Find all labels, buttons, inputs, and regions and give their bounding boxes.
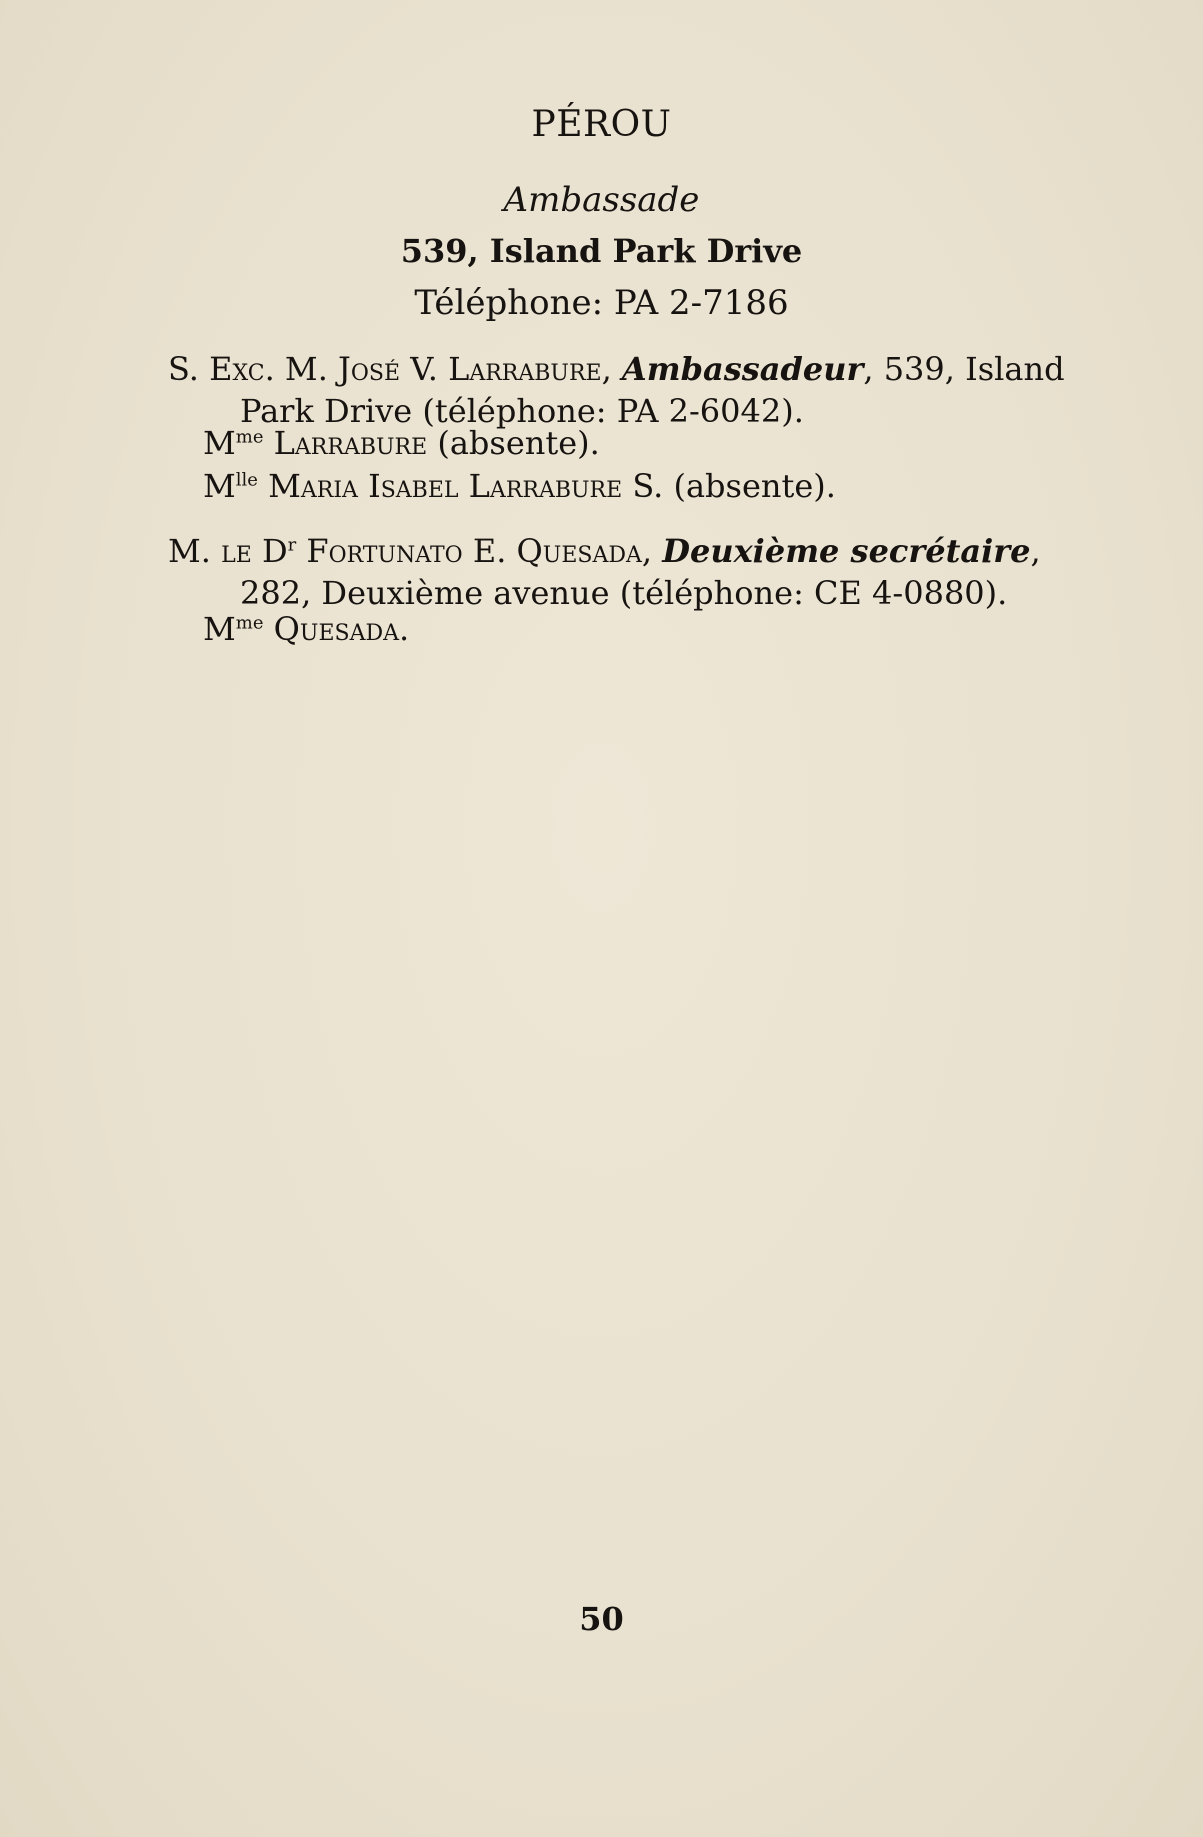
ambassador-prefix: S. Exc. M. José V. [168, 350, 449, 388]
family-member-2: $M^{lle}$ Maria Isabel Larrabure S. (absente). [203, 467, 836, 505]
secretary-prefix: M. le D [168, 532, 288, 570]
ambassador-details: , 539, Island Park Drive (téléphone: PA 2-6042). [240, 350, 1065, 430]
ambassador-title: Ambassadeur [621, 350, 864, 388]
family-member-3: $M^{me}$ Quesada. [203, 610, 410, 648]
ambassador-surname: Larrabure [448, 350, 602, 388]
embassy-address: 539, Island Park Drive [400, 232, 803, 270]
secretary-prefix-sup: r [287, 534, 297, 556]
embassy-label: Ambassade [503, 180, 700, 220]
embassy-phone: Téléphone: PA 2-7186 [414, 283, 789, 323]
page-number: 50 [579, 1600, 624, 1638]
secretary-title: Deuxième secrétaire [662, 532, 1031, 570]
ambassador-entry [168, 348, 1078, 432]
ambassador-sep: , [601, 350, 622, 388]
secretary-name: Fortunato E. Quesada [296, 532, 642, 570]
family-member-1: $M^{me}$ Larrabure (absente). [203, 424, 600, 462]
secretary-sep: , [641, 532, 663, 570]
secretary-entry [168, 530, 1078, 614]
secretary-details: , 282, Deuxième avenue (téléphone: CE 4-0880). [240, 532, 1041, 612]
country-heading: PÉROU [531, 104, 672, 145]
